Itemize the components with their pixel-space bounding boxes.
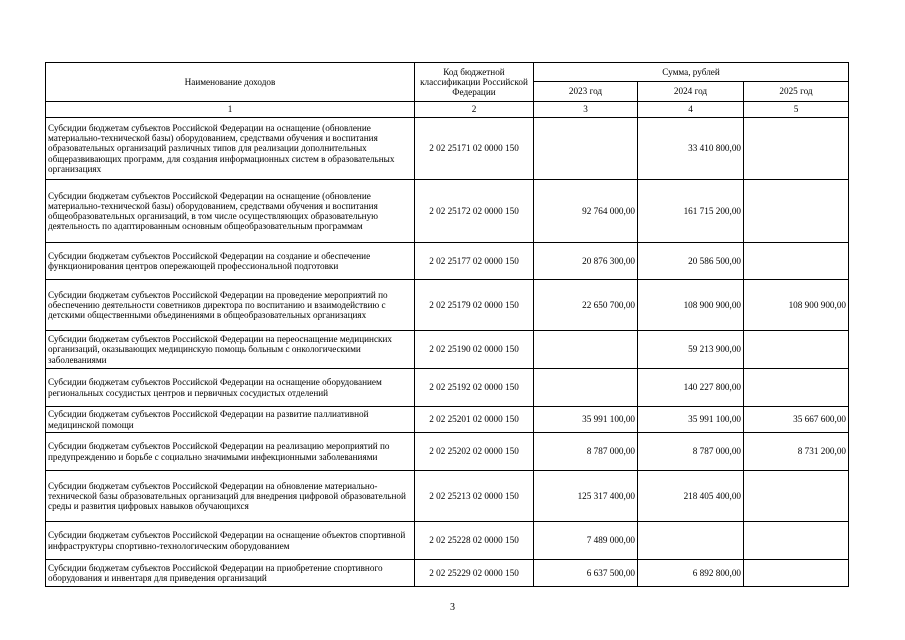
amount-2025: [744, 180, 849, 243]
amount-2023: [534, 331, 638, 369]
table-row: [46, 331, 849, 369]
amount-2024: 108 900 900,00: [638, 280, 744, 331]
amount-2023: 92 764 000,00: [534, 180, 638, 243]
page-number: 3: [450, 602, 455, 613]
revenue-name: Субсидии бюджетам субъектов Российской Федерации на приобретение спортивного оборудования и инвентаря для приведения организаций: [46, 560, 415, 587]
table-row: [46, 280, 849, 331]
header-year-2023: 2023 год: [534, 82, 638, 102]
budget-code: 2 02 25202 02 0000 150: [415, 433, 534, 471]
header-sum-column: Сумма, рублей: [534, 63, 849, 82]
revenue-name: Субсидии бюджетам субъектов Российской Федерации на развитие паллиативной медицинской помощи: [46, 407, 415, 433]
table-row: [46, 118, 849, 180]
amount-2023: 125 317 400,00: [534, 471, 638, 522]
header-name-column: Наименование доходов: [46, 63, 415, 102]
revenue-name: Субсидии бюджетам субъектов Российской Федерации на проведение мероприятий по обеспечению деятельности советников директора по воспитанию и взаимодействию с детскими общественными объединениями в общеобразовательных организациях: [46, 280, 415, 331]
budget-code: 2 02 25229 02 0000 150: [415, 560, 534, 587]
amount-2024: 20 586 500,00: [638, 243, 744, 280]
column-number: 1: [46, 102, 415, 118]
revenue-name: Субсидии бюджетам субъектов Российской Федерации на оснащение (обновление материально-технической базы) оборудованием, средствами обучения и воспитания общеобразовательных организаций, в том числе осуществляющих образовательную деятельность по адаптированным основным общеобразовательным программам: [46, 180, 415, 243]
table-row: [46, 407, 849, 433]
amount-2023: 22 650 700,00: [534, 280, 638, 331]
amount-2025: [744, 243, 849, 280]
header-code-column: Код бюджетной классификации Российской Федерации: [415, 63, 534, 102]
amount-2025: 108 900 900,00: [744, 280, 849, 331]
budget-code: 2 02 25171 02 0000 150: [415, 118, 534, 180]
amount-2024: 59 213 900,00: [638, 331, 744, 369]
table-row: [46, 180, 849, 243]
revenue-name: Субсидии бюджетам субъектов Российской Федерации на создание и обеспечение функционирования центров опережающей профессиональной подготовки: [46, 243, 415, 280]
amount-2025: [744, 560, 849, 587]
amount-2023: 6 637 500,00: [534, 560, 638, 587]
budget-code: 2 02 25213 02 0000 150: [415, 471, 534, 522]
table-row: [46, 369, 849, 407]
amount-2023: 20 876 300,00: [534, 243, 638, 280]
revenue-table: [45, 62, 849, 587]
budget-code: 2 02 25190 02 0000 150: [415, 331, 534, 369]
amount-2025: [744, 522, 849, 560]
column-number: 3: [534, 102, 638, 118]
revenue-name: Субсидии бюджетам субъектов Российской Федерации на оснащение оборудованием региональных сосудистых центров и первичных сосудистых отделений: [46, 369, 415, 407]
budget-code: 2 02 25228 02 0000 150: [415, 522, 534, 560]
amount-2024: 218 405 400,00: [638, 471, 744, 522]
revenue-name: Субсидии бюджетам субъектов Российской Федерации на обновление материально-технической базы образовательных организаций для внедрения цифровой образовательной среды и развития цифровых навыков обучающихся: [46, 471, 415, 522]
amount-2025: [744, 369, 849, 407]
amount-2024: 140 227 800,00: [638, 369, 744, 407]
amount-2023: 8 787 000,00: [534, 433, 638, 471]
amount-2025: [744, 118, 849, 180]
table-row: [46, 243, 849, 280]
amount-2023: 35 991 100,00: [534, 407, 638, 433]
budget-code: 2 02 25192 02 0000 150: [415, 369, 534, 407]
amount-2025: [744, 471, 849, 522]
revenue-name: Субсидии бюджетам субъектов Российской Федерации на оснащение объектов спортивной инфраструктуры спортивно-технологическим оборудованием: [46, 522, 415, 560]
table-row: [46, 522, 849, 560]
amount-2025: 35 667 600,00: [744, 407, 849, 433]
budget-code: 2 02 25177 02 0000 150: [415, 243, 534, 280]
amount-2025: 8 731 200,00: [744, 433, 849, 471]
revenue-name: Субсидии бюджетам субъектов Российской Федерации на переоснащение медицинских организаций, оказывающих медицинскую помощь больным с онкологическими заболеваниями: [46, 331, 415, 369]
amount-2024: 33 410 800,00: [638, 118, 744, 180]
amount-2023: [534, 369, 638, 407]
header-year-2025: 2025 год: [744, 82, 849, 102]
budget-code: 2 02 25201 02 0000 150: [415, 407, 534, 433]
budget-code: 2 02 25179 02 0000 150: [415, 280, 534, 331]
amount-2023: 7 489 000,00: [534, 522, 638, 560]
column-number: 2: [415, 102, 534, 118]
amount-2024: 161 715 200,00: [638, 180, 744, 243]
table-row: [46, 433, 849, 471]
amount-2024: 8 787 000,00: [638, 433, 744, 471]
amount-2024: [638, 522, 744, 560]
column-number: 4: [638, 102, 744, 118]
budget-code: 2 02 25172 02 0000 150: [415, 180, 534, 243]
amount-2024: 35 991 100,00: [638, 407, 744, 433]
column-number: 5: [744, 102, 849, 118]
revenue-name: Субсидии бюджетам субъектов Российской Федерации на реализацию мероприятий по предупреждению и борьбе с социально значимыми инфекционными заболеваниями: [46, 433, 415, 471]
header-year-2024: 2024 год: [638, 82, 744, 102]
amount-2023: [534, 118, 638, 180]
table-row: [46, 471, 849, 522]
amount-2024: 6 892 800,00: [638, 560, 744, 587]
table-row: [46, 560, 849, 587]
amount-2025: [744, 331, 849, 369]
revenue-name: Субсидии бюджетам субъектов Российской Федерации на оснащение (обновление материально-технической базы) оборудованием, средствами обучения и воспитания образовательных организаций различных типов для реализации дополнительных общеразвивающих программ, для создания информационных систем в образовательных организациях: [46, 118, 415, 180]
